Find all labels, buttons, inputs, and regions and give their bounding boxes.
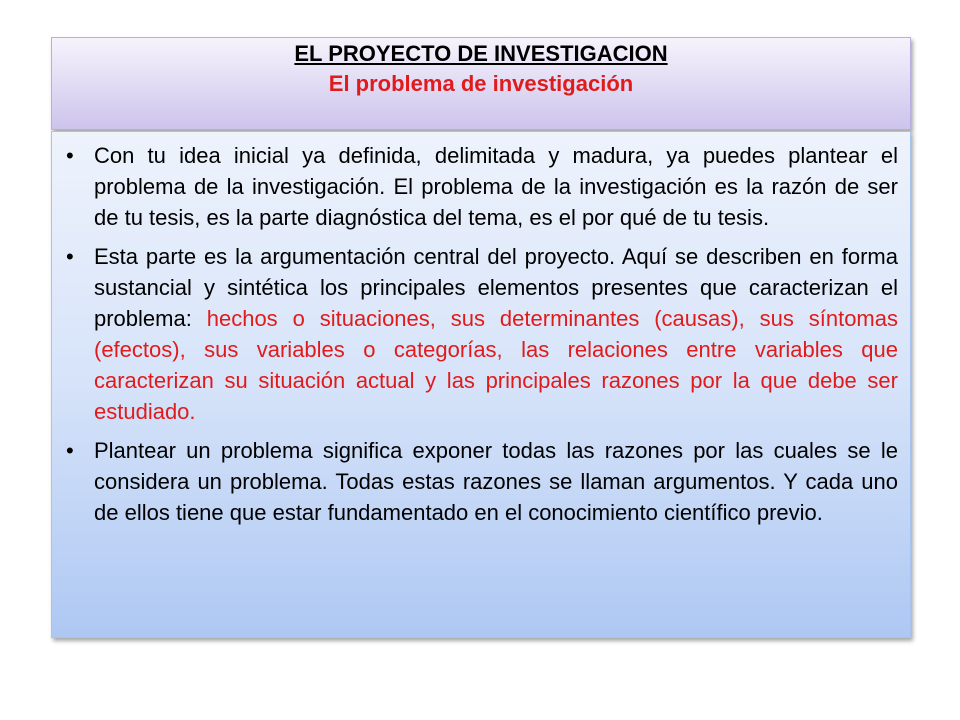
title-box: [51, 37, 911, 130]
content-box: [51, 131, 911, 638]
bullet-icon: •: [66, 143, 74, 168]
bullet-text: Esta parte es la argumentación central del proyecto. Aquí se describen en forma sustancial y sintética los principales elementos presentes que caracterizan el problema:: [94, 244, 898, 331]
bullet-icon: •: [66, 438, 74, 463]
bullet-item-1: [66, 140, 898, 233]
bullet-item-3: [66, 435, 898, 528]
bullet-item-2: [66, 241, 898, 427]
bullet-text-highlight: hechos o situaciones, sus determinantes (causas), sus síntomas (efectos), sus variables o categorías, las relaciones entre variables que caracterizan su situación actual y las principales razones por la que debe ser estudiado.: [94, 306, 898, 424]
bullet-text: Plantear un problema significa exponer todas las razones por las cuales se le considera un problema. Todas estas razones se llaman argumentos. Y cada uno de ellos tiene que estar fundamentado en el conocimiento científico previo.: [94, 438, 898, 525]
bullet-list: [66, 140, 898, 528]
slide-title: EL PROYECTO DE INVESTIGACION: [294, 41, 668, 66]
slide-subtitle: El problema de investigación: [328, 71, 634, 96]
bullet-text: Con tu idea inicial ya definida, delimitada y madura, ya puedes plantear el problema de la investigación. El problema de la investigación es la razón de ser de tu tesis, es la parte diagnóstica del tema, es el por qué de tu tesis.: [94, 143, 898, 230]
bullet-icon: •: [66, 244, 74, 269]
